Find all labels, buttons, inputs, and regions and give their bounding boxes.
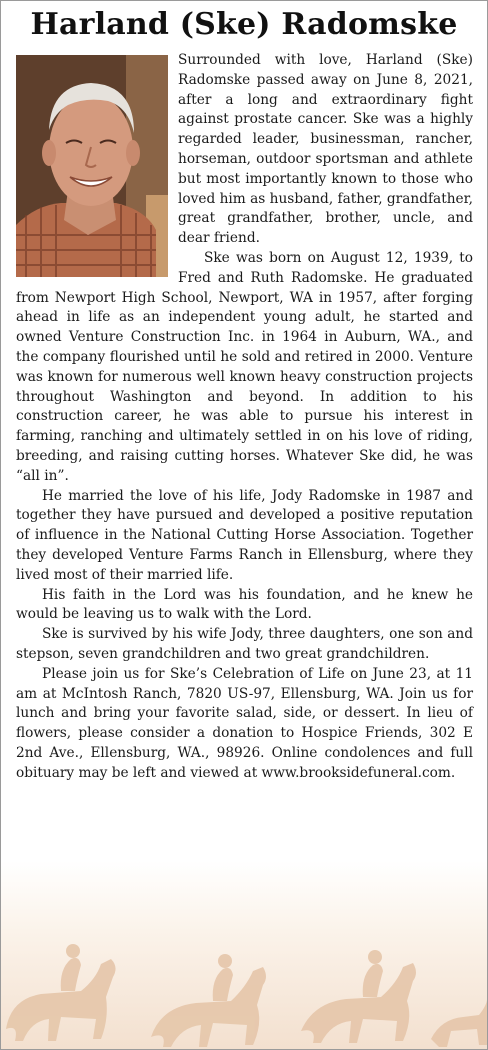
paragraph: Ske was born on August 12, 1939, to Fred and Ruth Radomske. He graduated from Newport High School, Newport, WA in 1957, after forging ahead in life as an independent young adult, he started and owned Venture Construction Inc. in 1964 in Auburn, WA., and the company flourished until he sold and retired in 2000. Venture was known for numerous well known heavy construction projects throughout Washington and beyond. In addition to his construction career, he was able to pursue his interest in farming, ranching and ultimately settled in on his love of riding, breeding, and raising cutting horses. Whatever Ske did, he was “all in”.: [16, 249, 473, 484]
obituary-body: [16, 51, 473, 783]
paragraph: His faith in the Lord was his foundation, and he knew he would be leaving us to walk with the Lord.: [16, 586, 473, 623]
horse-rider-silhouettes: [1, 919, 487, 1049]
obituary-title: Harland (Ske) Radomske: [30, 7, 458, 42]
paragraph: Please join us for Ske’s Celebration of Life on June 23, at 11 am at McIntosh Ranch, 7820 US-97, Ellensburg, WA. Join us for lunch and bring your favorite salad, side, or dessert. In lieu of flowers, please consider a donation to Hospice Friends, 302 E 2nd Ave., Ellensburg, WA., 98926. Online condolences and full obituary may be left and viewed at www.brooksidefuneral.com.: [16, 665, 473, 781]
paragraph: Surrounded with love, Harland (Ske) Radomske passed away on June 8, 2021, after a long and extraordinary fight against prostate cancer. Ske was a highly regarded leader, businessman, rancher, horseman, outdoor sportsman and athlete but most importantly known to those who loved him as husband, father, grandfather, great grandfather, brother, uncle, and dear friend.: [178, 52, 473, 247]
paragraph: Ske is survived by his wife Jody, three daughters, one son and stepson, seven grandchildren and two great grandchildren.: [16, 626, 473, 662]
paragraph: He married the love of his life, Jody Radomske in 1987 and together they have pursued and developed a positive reputation of influence in the National Cutting Horse Association. Together they developed Venture Farms Ranch in Ellensburg, where they lived most of their married life.: [16, 487, 473, 583]
portrait-photo: [16, 55, 168, 277]
